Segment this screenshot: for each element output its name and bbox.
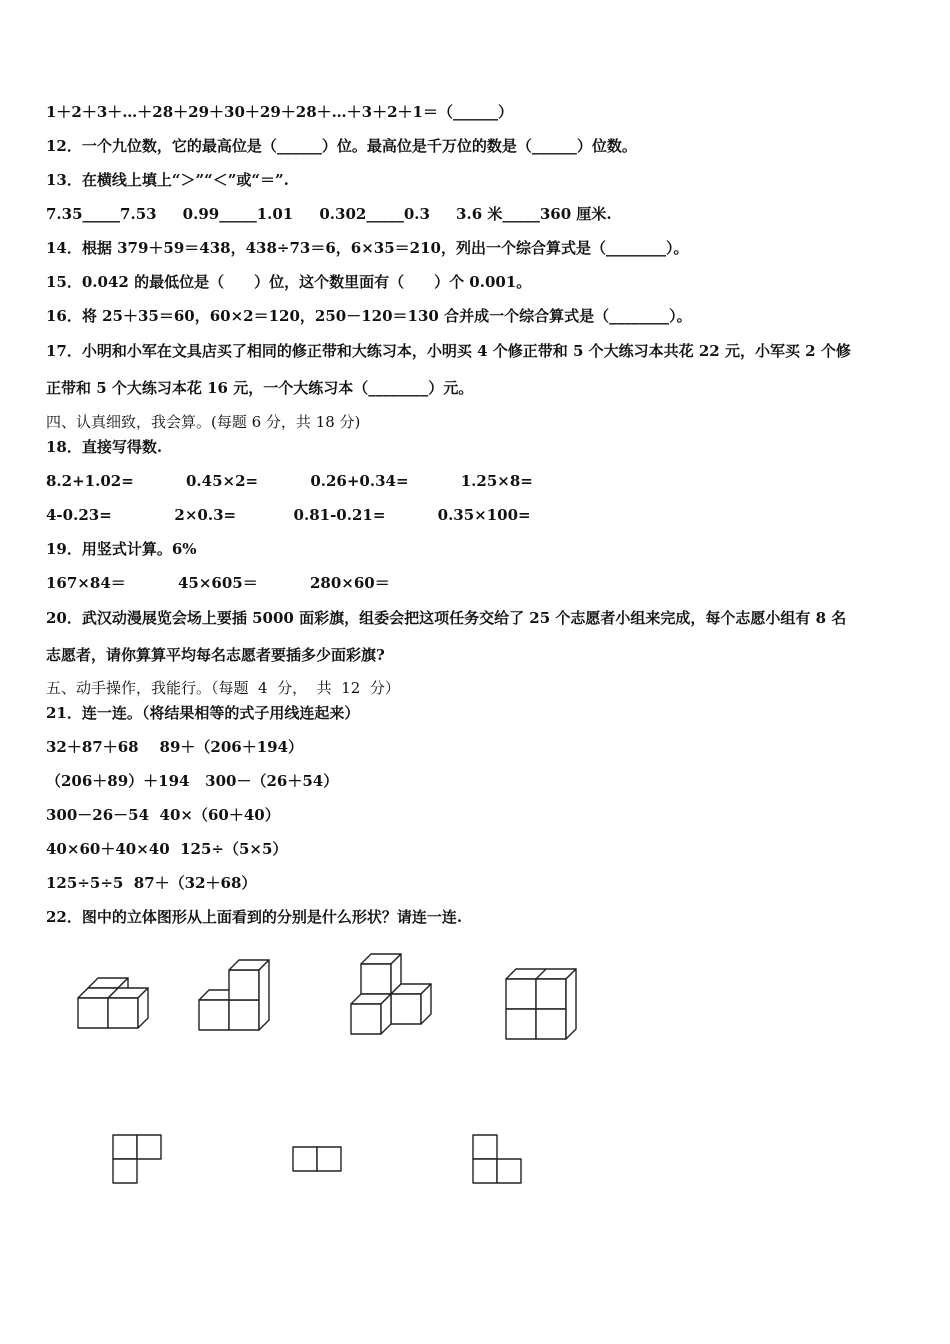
top-view-l-shape bbox=[113, 1135, 161, 1183]
solid-figure-2 bbox=[199, 960, 269, 1030]
q22-text: 22．图中的立体图形从上面看到的分别是什么形状？请连一连. bbox=[46, 908, 463, 926]
top-view-two-squares bbox=[293, 1147, 341, 1171]
solid-figure-1 bbox=[78, 978, 148, 1028]
q14-text: 14．根据 379＋59＝438，438÷73＝6，6×35＝210，列出一个综合算式是（________）。 bbox=[46, 239, 689, 257]
q20-text-line1: 20．武汉动漫展览会场上要插 5000 面彩旗，组委会把这项任务交给了 25 个志愿者小组来完成，每个志愿小组有 8 名 bbox=[46, 609, 847, 627]
q21-row4: 40×60＋40×40 125÷（5×5） bbox=[46, 840, 288, 858]
q18-row2: 4-0.23= 2×0.3= 0.81-0.21= 0.35×100= bbox=[46, 506, 531, 524]
solid-figure-4 bbox=[506, 969, 576, 1039]
q16-text: 16．将 25＋35＝60，60×2＝120，250－120＝130 合并成一个综合算式是（________）。 bbox=[46, 307, 692, 325]
q17-text-line2: 正带和 5 个大练习本花 16 元，一个大练习本（________）元。 bbox=[46, 379, 474, 397]
q11-expression: 1＋2＋3＋…＋28＋29＋30＋29＋28＋…＋3＋2＋1＝（______） bbox=[46, 103, 513, 121]
q21-text: 21．连一连。（将结果相等的式子用线连起来） bbox=[46, 704, 360, 722]
q21-row5: 125÷5÷5 87＋（32＋68） bbox=[46, 874, 257, 892]
q13-items: 7.35_____7.53 0.99_____1.01 0.302_____0.3 3.6 米_____360 厘米. bbox=[46, 205, 612, 223]
q18-text: 18．直接写得数. bbox=[46, 438, 163, 456]
q18-row1: 8.2+1.02= 0.45×2= 0.26+0.34= 1.25×8= bbox=[46, 472, 533, 490]
q15-text: 15．0.042 的最低位是（ ）位，这个数里面有（ ）个 0.001。 bbox=[46, 273, 532, 291]
q13-text: 13．在横线上填上“＞”“＜”或“＝”. bbox=[46, 171, 289, 189]
q21-row1: 32＋87＋68 89＋（206＋194） bbox=[46, 738, 304, 756]
q20-text-line2: 志愿者，请你算算平均每名志愿者要插多少面彩旗? bbox=[46, 646, 385, 664]
q21-row3: 300－26－54 40×（60＋40） bbox=[46, 806, 280, 824]
q17-text-line1: 17．小明和小军在文具店买了相同的修正带和大练习本，小明买 4 个修正带和 5 个大练习本共花 22 元，小军买 2 个修 bbox=[46, 342, 851, 360]
q19-items: 167×84＝ 45×605＝ 280×60＝ bbox=[46, 574, 390, 592]
section-4-heading: 四、认真细致，我会算。(每题 6 分，共 18 分) bbox=[46, 413, 361, 431]
q21-row2: （206＋89）＋194 300－（26＋54） bbox=[46, 772, 339, 790]
solid-figure-3 bbox=[351, 954, 431, 1034]
section-5-heading: 五、动手操作，我能行。（每题 4 分， 共 12 分） bbox=[46, 679, 400, 697]
top-view-reverse-l-shape bbox=[473, 1135, 521, 1183]
q12-text: 12．一个九位数，它的最高位是（______）位。最高位是千万位的数是（______）位数。 bbox=[46, 137, 637, 155]
q19-text: 19．用竖式计算。6% bbox=[46, 540, 197, 558]
